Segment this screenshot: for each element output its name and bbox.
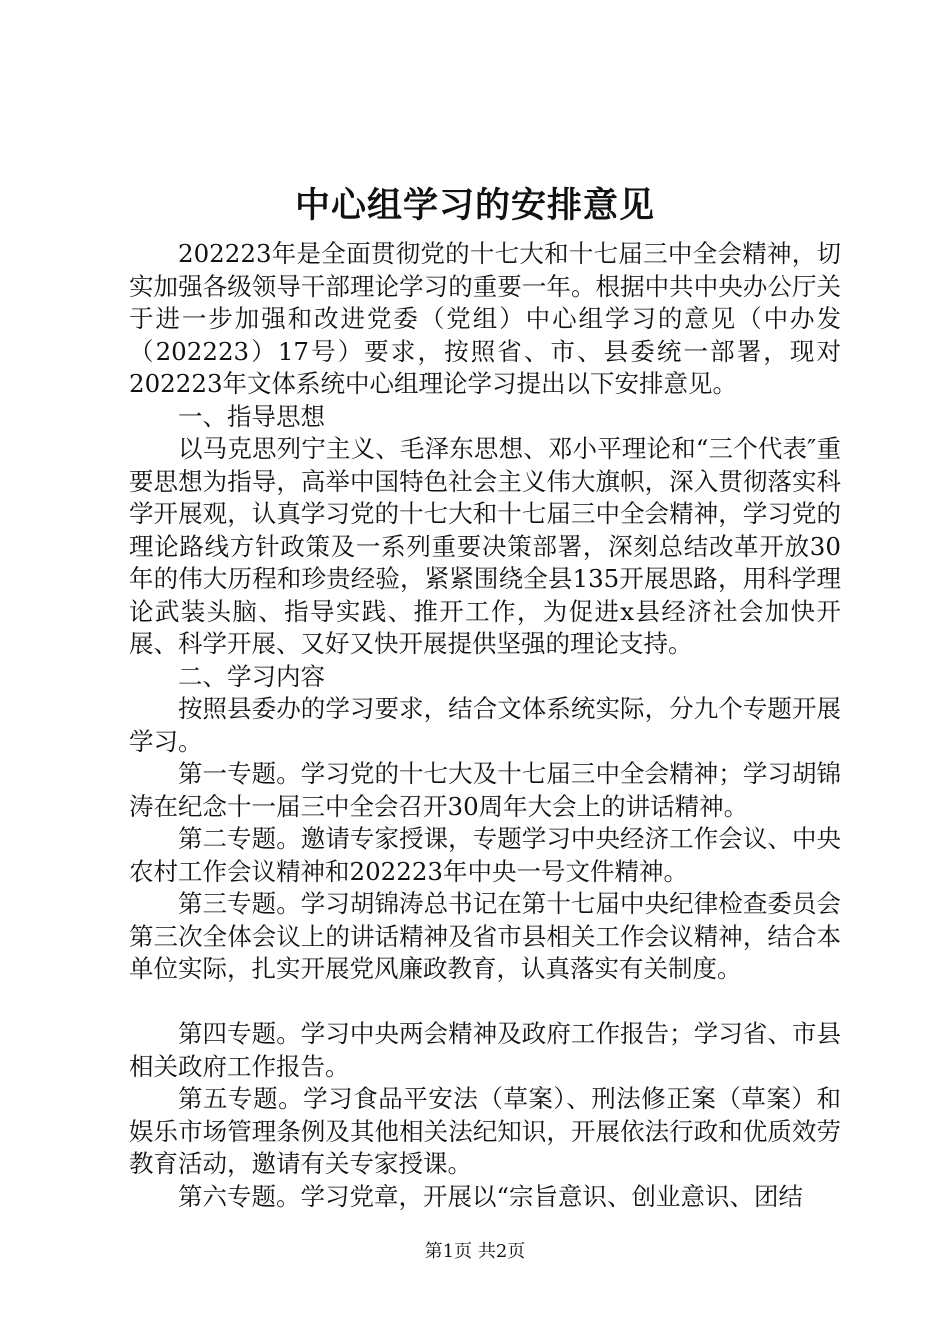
topic-4-paragraph: 第四专题。学习中央两会精神及政府工作报告；学习省、市县相关政府工作报告。 <box>129 1019 841 1081</box>
intro-paragraph: 202223年是全面贯彻党的十七大和十七届三中全会精神，切实加强各级领导干部理论学习的重要一年。根据中共中央办公厅关于进一步加强和改进党委（党组）中心组学习的意见（中办发（202223）17号）要求，按照省、市、县委统一部署，现对202223年文体系统中心组理论学习提出以下安排意见。 <box>129 239 841 398</box>
topic-1-paragraph: 第一专题。学习党的十七大及十七届三中全会精神；学习胡锦涛在纪念十一届三中全会召开30周年大会上的讲话精神。 <box>129 759 841 821</box>
document-body <box>129 238 841 1213</box>
topic-3-paragraph: 第三专题。学习胡锦涛总书记在第十七届中央纪律检查委员会第三次全体会议上的讲话精神及省市县相关工作会议精神，结合本单位实际，扎实开展党风廉政教育，认真落实有关制度。 <box>129 889 841 983</box>
section-heading-guiding-ideology: 一、指导思想 <box>178 401 325 431</box>
page-footer: 第1页 共2页 <box>424 1241 526 1262</box>
topic-2-paragraph: 第二专题。邀请专家授课，专题学习中央经济工作会议、中央农村工作会议精神和202223年中央一号文件精神。 <box>129 824 841 886</box>
document-title: 中心组学习的安排意见 <box>294 185 655 226</box>
topic-5-paragraph: 第五专题。学习食品平安法（草案）、刑法修正案（草案）和娱乐市场管理条例及其他相关法纪知识，开展依法行政和优质效劳教育活动，邀请有关专家授课。 <box>129 1084 841 1178</box>
guiding-ideology-paragraph: 以马克思列宁主义、毛泽东思想、邓小平理论和“三个代表″重要思想为指导，高举中国特色社会主义伟大旗帜，深入贯彻落实科学开展观，认真学习党的十七大和十七届三中全会精神，学习党的理论路线方针政策及一系列重要决策部署，深刻总结改革开放30年的伟大历程和珍贵经验，紧紧围绕全县135开展思路，用科学理论武装头脑、指导实践、推开工作，为促进x县经济社会加快开展、科学开展、又好又快开展提供坚强的理论支持。 <box>129 434 841 658</box>
section-heading-study-content: 二、学习内容 <box>178 661 325 691</box>
topic-6-paragraph: 第六专题。学习党章，开展以“宗旨意识、创业意识、团结 <box>178 1181 804 1211</box>
study-content-intro-paragraph: 按照县委办的学习要求，结合文体系统实际，分九个专题开展学习。 <box>129 694 841 756</box>
